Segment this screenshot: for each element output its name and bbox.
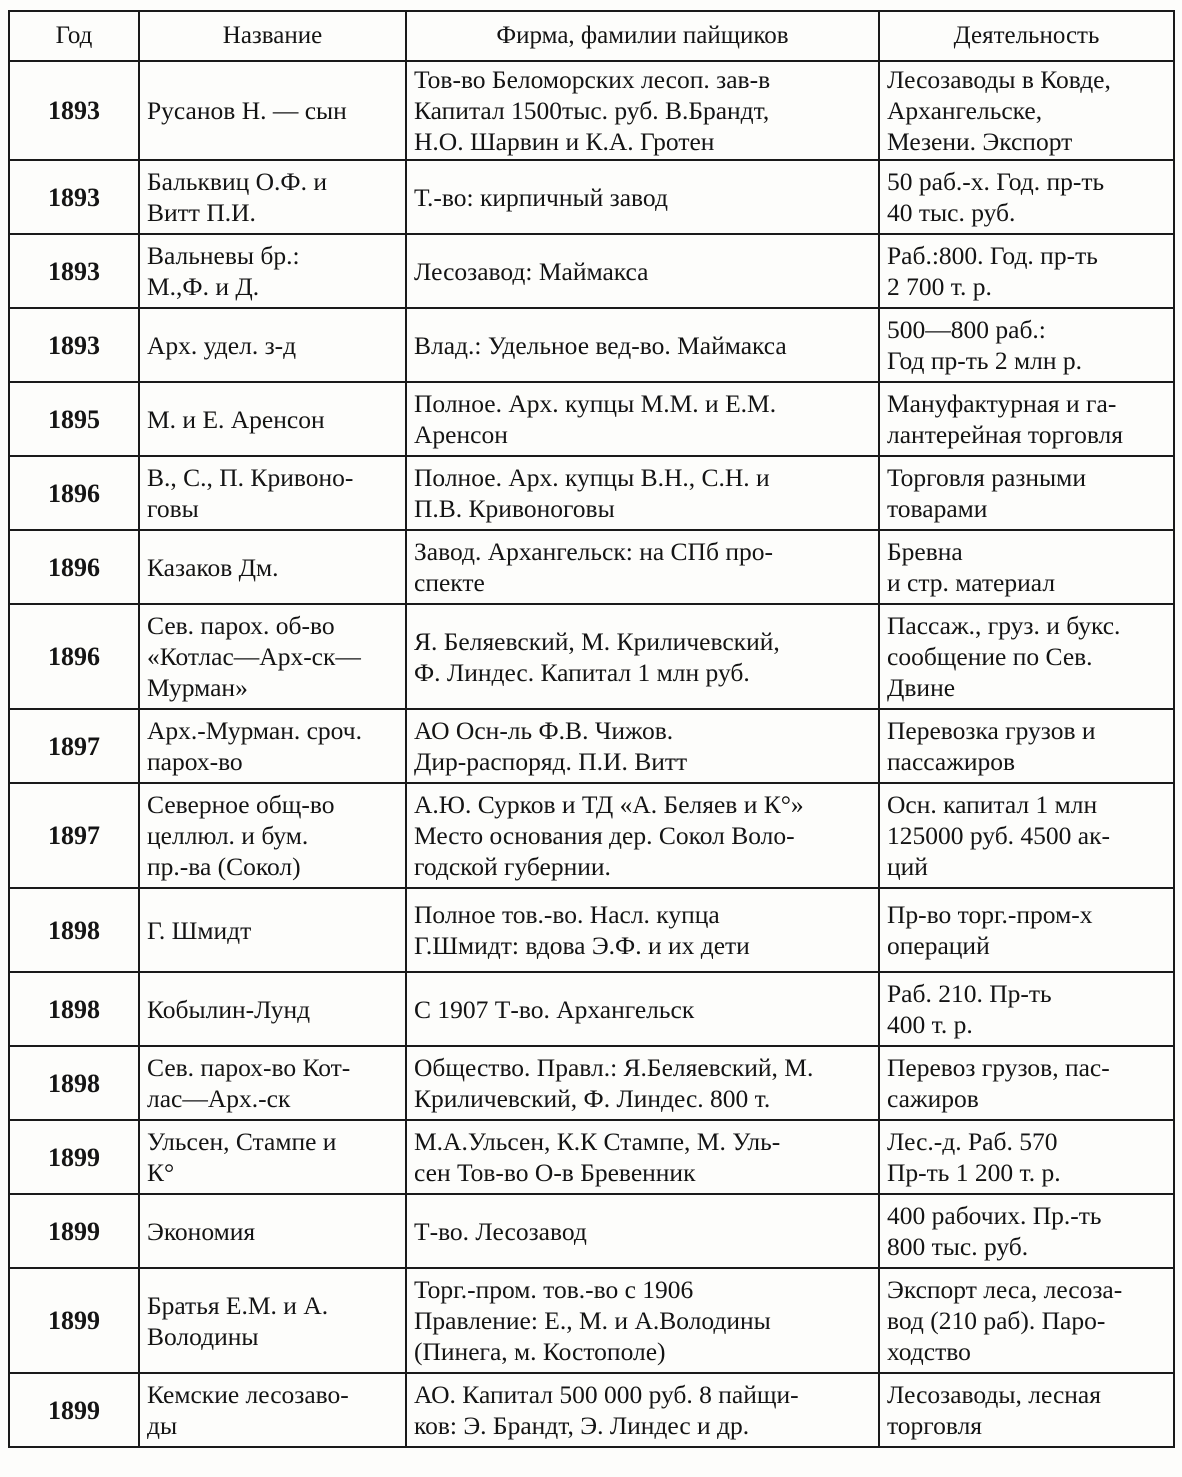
table-body [9,61,1174,1447]
cell-name: В., С., П. Кривоно- говы [139,456,406,530]
cell-firm: АО. Капитал 500 000 руб. 8 пайщи- ков: Э. Брандт, Э. Линдес и др. [406,1373,879,1447]
cell-firm: С 1907 Т-во. Архангельск [406,972,879,1046]
cell-year: 1898 [9,1046,139,1120]
cell-firm: Полное. Арх. купцы М.М. и Е.М. Аренсон [406,382,879,456]
cell-activity: Мануфактурная и га- лантерейная торговля [879,382,1174,456]
header-year: Год [9,11,139,61]
table-row [9,1194,1174,1268]
cell-firm: Полное. Арх. купцы В.Н., С.Н. и П.В. Кривоноговы [406,456,879,530]
cell-activity: Перевоз грузов, пас- сажиров [879,1046,1174,1120]
cell-firm: Полное тов.-во. Насл. купца Г.Шмидт: вдова Э.Ф. и их дети [406,888,879,972]
companies-table [8,10,1175,1448]
cell-activity: Раб. 210. Пр-ть 400 т. р. [879,972,1174,1046]
cell-name: Вальневы бр.: М.,Ф. и Д. [139,234,406,308]
cell-activity: Осн. капитал 1 млн 125000 руб. 4500 ак- ций [879,783,1174,888]
cell-name: Экономия [139,1194,406,1268]
table-row [9,888,1174,972]
cell-firm: Лесозавод: Маймакса [406,234,879,308]
cell-activity: 50 раб.-х. Год. пр-ть 40 тыс. руб. [879,160,1174,234]
cell-name: Кемские лесозаво- ды [139,1373,406,1447]
cell-activity: 500—800 раб.: Год пр-ть 2 млн р. [879,308,1174,382]
cell-name: Бальквиц О.Ф. и Витт П.И. [139,160,406,234]
table-row [9,972,1174,1046]
table-row [9,1268,1174,1373]
cell-year: 1893 [9,308,139,382]
cell-name: Русанов Н. — сын [139,61,406,160]
cell-name: Братья Е.М. и А. Володины [139,1268,406,1373]
header-activity: Деятельность [879,11,1174,61]
cell-firm: Тов-во Беломорских лесоп. зав-в Капитал 1500тыс. руб. В.Брандт, Н.О. Шарвин и К.А. Гротен [406,61,879,160]
cell-firm: АО Осн-ль Ф.В. Чижов. Дир-распоряд. П.И. Витт [406,709,879,783]
table-row [9,1120,1174,1194]
cell-activity: Бревна и стр. материал [879,530,1174,604]
cell-activity: 400 рабочих. Пр.-ть 800 тыс. руб. [879,1194,1174,1268]
table-row [9,308,1174,382]
cell-name: Сев. парох. об-во «Котлас—Арх-ск— Мурман» [139,604,406,709]
header-firm: Фирма, фамилии пайщиков [406,11,879,61]
cell-name: Ульсен, Стампе и К° [139,1120,406,1194]
cell-firm: Завод. Архангельск: на СПб про- спекте [406,530,879,604]
cell-name: Кобылин-Лунд [139,972,406,1046]
cell-year: 1899 [9,1268,139,1373]
cell-activity: Раб.:800. Год. пр-ть 2 700 т. р. [879,234,1174,308]
cell-year: 1898 [9,972,139,1046]
cell-year: 1897 [9,783,139,888]
cell-firm: Т-во. Лесозавод [406,1194,879,1268]
table-row [9,61,1174,160]
cell-year: 1896 [9,456,139,530]
cell-year: 1893 [9,61,139,160]
cell-firm: М.А.Ульсен, К.К Стампе, М. Уль- сен Тов-во О-в Бревенник [406,1120,879,1194]
table-row [9,604,1174,709]
cell-activity: Пр-во торг.-пром-х операций [879,888,1174,972]
cell-activity: Торговля разными товарами [879,456,1174,530]
table-row [9,1046,1174,1120]
header-name: Название [139,11,406,61]
cell-name: Арх. удел. з-д [139,308,406,382]
cell-year: 1893 [9,234,139,308]
cell-year: 1898 [9,888,139,972]
table-row [9,530,1174,604]
cell-firm: Торг.-пром. тов.-во с 1906 Правление: Е., М. и А.Володины (Пинега, м. Костополе) [406,1268,879,1373]
cell-activity: Лесозаводы, лесная торговля [879,1373,1174,1447]
cell-year: 1897 [9,709,139,783]
table-row [9,1373,1174,1447]
cell-name: М. и Е. Аренсон [139,382,406,456]
cell-year: 1899 [9,1194,139,1268]
cell-firm: Я. Беляевский, М. Криличевский, Ф. Линдес. Капитал 1 млн руб. [406,604,879,709]
cell-activity: Пассаж., груз. и букс. сообщение по Сев. Двине [879,604,1174,709]
cell-name: Г. Шмидт [139,888,406,972]
cell-activity: Перевозка грузов и пассажиров [879,709,1174,783]
table-row [9,234,1174,308]
table-row [9,160,1174,234]
table-row [9,783,1174,888]
cell-year: 1893 [9,160,139,234]
cell-activity: Лесозаводы в Ковде, Архангельске, Мезени. Экспорт [879,61,1174,160]
cell-name: Сев. парох-во Кот- лас—Арх.-ск [139,1046,406,1120]
cell-firm: Общество. Правл.: Я.Беляевский, М. Криличевский, Ф. Линдес. 800 т. [406,1046,879,1120]
cell-activity: Экспорт леса, лесоза- вод (210 раб). Паро- ходство [879,1268,1174,1373]
cell-firm: Влад.: Удельное вед-во. Маймакса [406,308,879,382]
cell-year: 1895 [9,382,139,456]
cell-year: 1896 [9,530,139,604]
table-row [9,382,1174,456]
cell-name: Арх.-Мурман. сроч. парох-во [139,709,406,783]
header-row [9,11,1174,61]
cell-year: 1899 [9,1120,139,1194]
cell-year: 1896 [9,604,139,709]
cell-name: Северное общ-во целлюл. и бум. пр.-ва (Сокол) [139,783,406,888]
cell-firm: А.Ю. Сурков и ТД «А. Беляев и К°» Место основания дер. Сокол Воло- годской губернии. [406,783,879,888]
cell-year: 1899 [9,1373,139,1447]
cell-name: Казаков Дм. [139,530,406,604]
table-row [9,456,1174,530]
cell-activity: Лес.-д. Раб. 570 Пр-ть 1 200 т. р. [879,1120,1174,1194]
table-row [9,709,1174,783]
cell-firm: Т.-во: кирпичный завод [406,160,879,234]
